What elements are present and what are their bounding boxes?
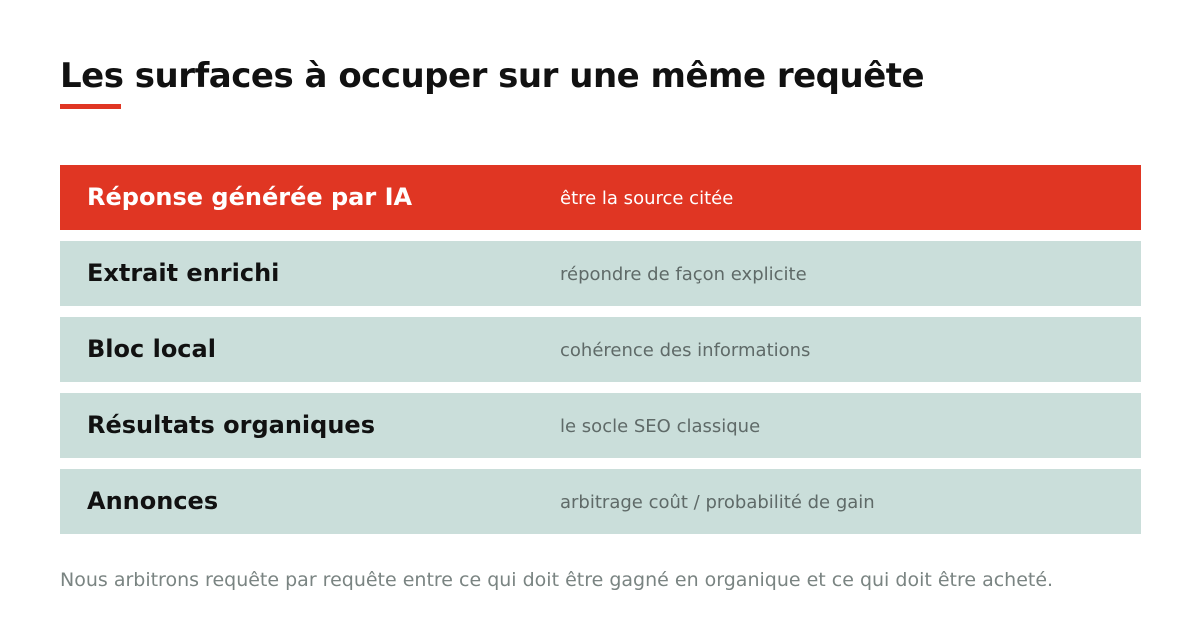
footer-note: Nous arbitrons requête par requête entre ce qui doit être gagné en organique et ce qui doit être acheté. bbox=[60, 569, 1054, 591]
surface-description: répondre de façon explicite bbox=[560, 264, 807, 285]
surface-label: Annonces bbox=[87, 487, 219, 515]
surface-row-featured-snippet bbox=[60, 241, 1141, 306]
page-title: Les surfaces à occuper sur une même requête bbox=[60, 56, 925, 96]
surface-description: arbitrage coût / probabilité de gain bbox=[560, 492, 875, 513]
surfaces-list bbox=[60, 165, 1141, 545]
surface-row-local-pack bbox=[60, 317, 1141, 382]
surface-description: cohérence des informations bbox=[560, 340, 811, 361]
surface-label: Résultats organiques bbox=[87, 411, 375, 439]
surface-row-ai-answer bbox=[60, 165, 1141, 230]
surface-label: Extrait enrichi bbox=[87, 259, 280, 287]
surface-description: être la source citée bbox=[560, 188, 734, 209]
surface-row-ads bbox=[60, 469, 1141, 534]
title-accent-underline bbox=[60, 104, 121, 109]
surface-label: Bloc local bbox=[87, 335, 216, 363]
surface-label: Réponse générée par IA bbox=[87, 183, 413, 211]
surface-row-organic-results bbox=[60, 393, 1141, 458]
surface-description: le socle SEO classique bbox=[560, 416, 761, 437]
